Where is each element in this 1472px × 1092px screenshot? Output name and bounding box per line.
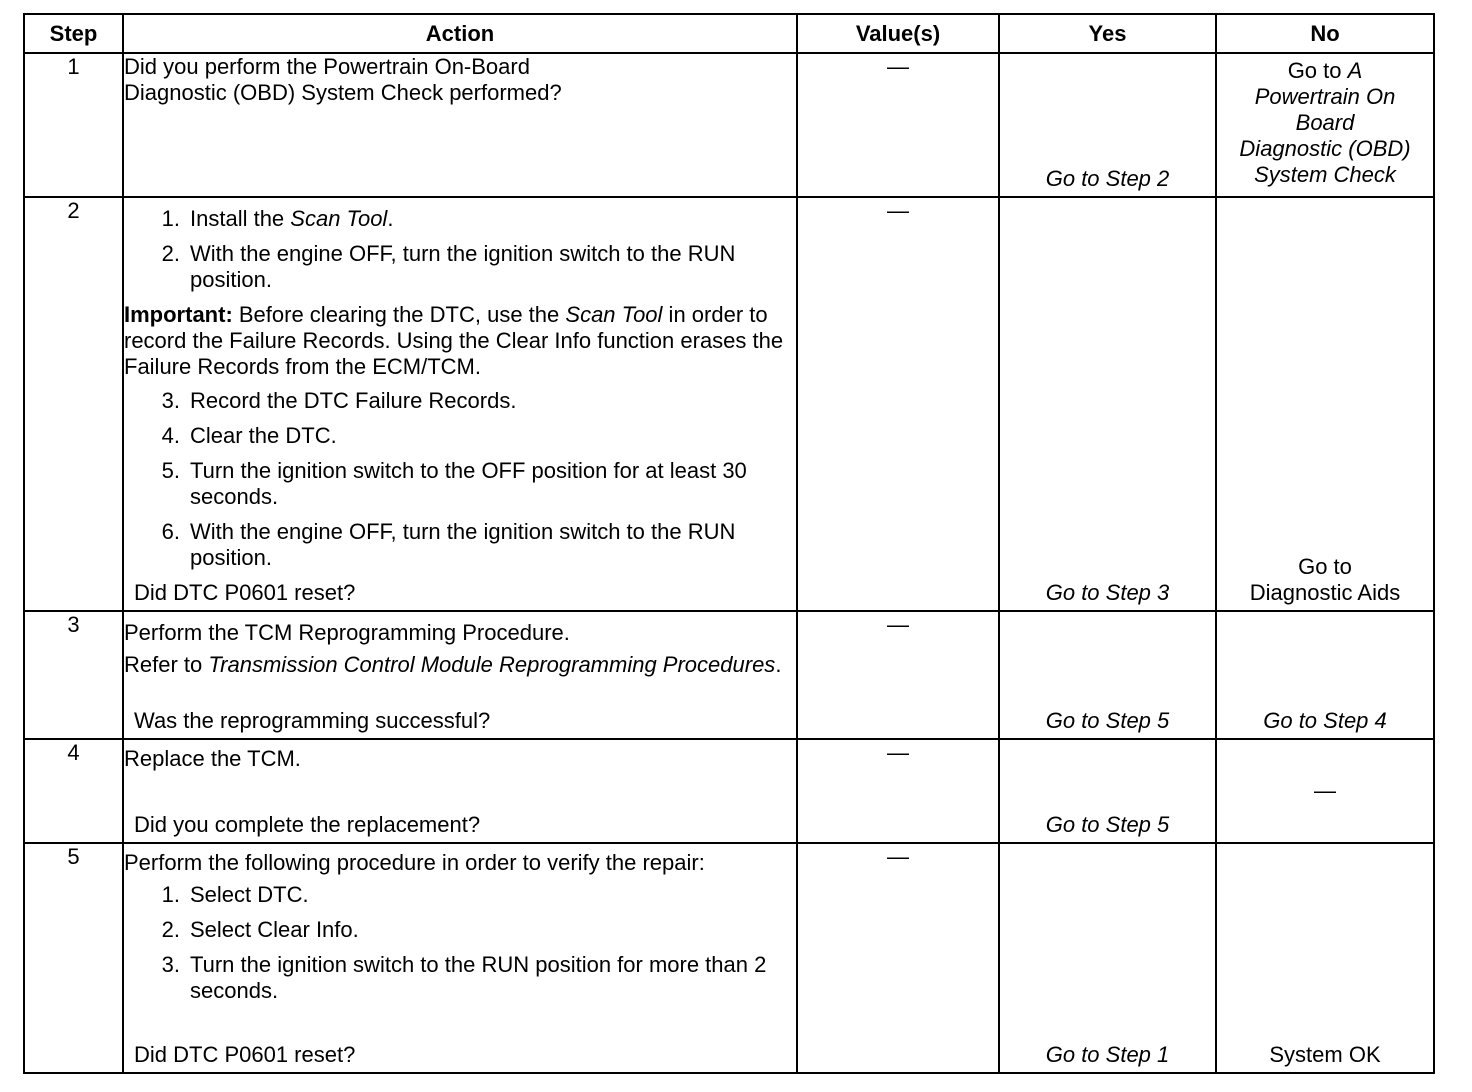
important-italic: Scan Tool	[565, 302, 663, 327]
no-cell	[1216, 53, 1434, 197]
table-row-step-4	[24, 739, 1434, 843]
value-cell: —	[797, 197, 999, 611]
action-cell	[123, 611, 797, 739]
yes-link[interactable]: Go to Step 1	[1045, 1042, 1170, 1067]
reference-text: .	[775, 652, 782, 677]
value-cell: —	[797, 739, 999, 843]
action-line: Perform the TCM Reprogramming Procedure.	[124, 620, 570, 645]
list-item	[124, 952, 796, 1004]
no-cell	[1216, 197, 1434, 611]
yes-cell	[999, 197, 1216, 611]
step-number: 2	[24, 197, 123, 611]
action-cell	[123, 53, 797, 197]
header-no: No	[1216, 14, 1434, 53]
no-link-italic: A	[1347, 58, 1363, 83]
no-link[interactable]: Go to Step 4	[1263, 708, 1387, 733]
list-item	[124, 458, 796, 510]
header-action: Action	[123, 14, 797, 53]
list-item	[124, 423, 796, 449]
table-row-step-3	[24, 611, 1434, 739]
step-number: 3	[24, 611, 123, 739]
diagnostic-table	[23, 13, 1435, 1074]
list-number: 6.	[161, 519, 180, 544]
action-line: Replace the TCM.	[124, 746, 301, 771]
procedure-list	[124, 388, 796, 571]
yes-cell	[999, 843, 1216, 1073]
list-item	[124, 388, 796, 414]
list-text: With the engine OFF, turn the ignition switch to the RUN position.	[190, 519, 736, 570]
list-item	[124, 206, 796, 232]
no-link[interactable]	[1217, 554, 1433, 606]
action-reference	[124, 654, 796, 676]
procedure-list	[124, 882, 796, 1004]
list-item	[124, 882, 796, 908]
list-text: Turn the ignition switch to the RUN position for more than 2 seconds.	[190, 952, 767, 1003]
list-text: Select DTC.	[190, 882, 309, 907]
list-text: Clear the DTC.	[190, 423, 337, 448]
no-value: —	[1314, 778, 1336, 803]
important-text: in order to record the Failure Records. Using the Clear Info function erases the Failure Records from the ECM/TCM.	[124, 302, 784, 379]
no-link-line: Diagnostic Aids	[1249, 580, 1401, 605]
list-text: Turn the ignition switch to the OFF position for at least 30 seconds.	[190, 458, 747, 509]
no-link-prefix: Go to	[1287, 58, 1348, 83]
yes-link[interactable]: Go to Step 5	[1045, 708, 1170, 733]
action-cell	[123, 197, 797, 611]
list-number: 2.	[161, 241, 180, 266]
action-text	[124, 54, 796, 106]
reference-italic: Transmission Control Module Reprogramming Procedures	[208, 652, 776, 677]
action-line: Perform the following procedure in order to verify the repair:	[124, 850, 705, 875]
no-link[interactable]	[1217, 58, 1433, 188]
no-value: System OK	[1269, 1042, 1381, 1067]
question-text: Was the reprogramming successful?	[134, 708, 491, 733]
list-number: 3.	[161, 388, 180, 413]
header-values: Value(s)	[797, 14, 999, 53]
value-cell: —	[797, 843, 999, 1073]
yes-cell	[999, 739, 1216, 843]
action-line: Diagnostic (OBD) System Check performed?	[124, 80, 562, 105]
yes-cell	[999, 611, 1216, 739]
list-text-part: .	[387, 206, 394, 231]
step-number: 4	[24, 739, 123, 843]
value-cell: —	[797, 611, 999, 739]
value-cell: —	[797, 53, 999, 197]
header-yes: Yes	[999, 14, 1216, 53]
list-item	[124, 241, 796, 293]
list-number: 1.	[161, 206, 180, 231]
list-number: 1.	[161, 882, 180, 907]
no-link-line: Go to	[1298, 554, 1352, 579]
table-row-step-5	[24, 843, 1434, 1073]
header-row	[24, 14, 1434, 53]
yes-cell	[999, 53, 1216, 197]
yes-link[interactable]: Go to Step 2	[1045, 166, 1170, 191]
list-text: Record the DTC Failure Records.	[190, 388, 517, 413]
no-cell	[1216, 739, 1434, 843]
list-item	[124, 519, 796, 571]
reference-text: Refer to	[124, 652, 209, 677]
important-label: Important:	[124, 302, 233, 327]
action-cell	[123, 739, 797, 843]
list-number: 3.	[161, 952, 180, 977]
no-link-italic: Board	[1295, 110, 1355, 135]
no-cell	[1216, 611, 1434, 739]
step-number: 1	[24, 53, 123, 197]
important-note	[124, 302, 796, 380]
list-text	[180, 206, 796, 232]
question-text: Did you complete the replacement?	[134, 812, 481, 837]
table-row-step-1	[24, 53, 1434, 197]
important-text: Before clearing the DTC, use the	[232, 302, 566, 327]
list-item	[124, 917, 796, 943]
yes-link[interactable]: Go to Step 5	[1045, 812, 1170, 837]
list-number: 5.	[161, 458, 180, 483]
no-cell	[1216, 843, 1434, 1073]
no-link-italic: System Check	[1254, 162, 1396, 187]
no-link-italic: Powertrain On	[1254, 84, 1396, 109]
list-number: 2.	[161, 917, 180, 942]
yes-link[interactable]: Go to Step 3	[1045, 580, 1170, 605]
question-text: Did DTC P0601 reset?	[134, 1042, 356, 1067]
list-text-italic: Scan Tool	[290, 206, 388, 231]
list-text-part: Install the	[190, 206, 291, 231]
step-number: 5	[24, 843, 123, 1073]
list-text: With the engine OFF, turn the ignition switch to the RUN position.	[190, 241, 736, 292]
action-line: Did you perform the Powertrain On-Board	[124, 54, 530, 79]
action-cell	[123, 843, 797, 1073]
list-number: 4.	[161, 423, 180, 448]
no-link-italic: Diagnostic (OBD)	[1239, 136, 1411, 161]
header-step: Step	[24, 14, 123, 53]
question-text: Did DTC P0601 reset?	[134, 580, 356, 605]
list-text: Select Clear Info.	[190, 917, 359, 942]
table-row-step-2	[24, 197, 1434, 611]
procedure-list	[124, 206, 796, 293]
